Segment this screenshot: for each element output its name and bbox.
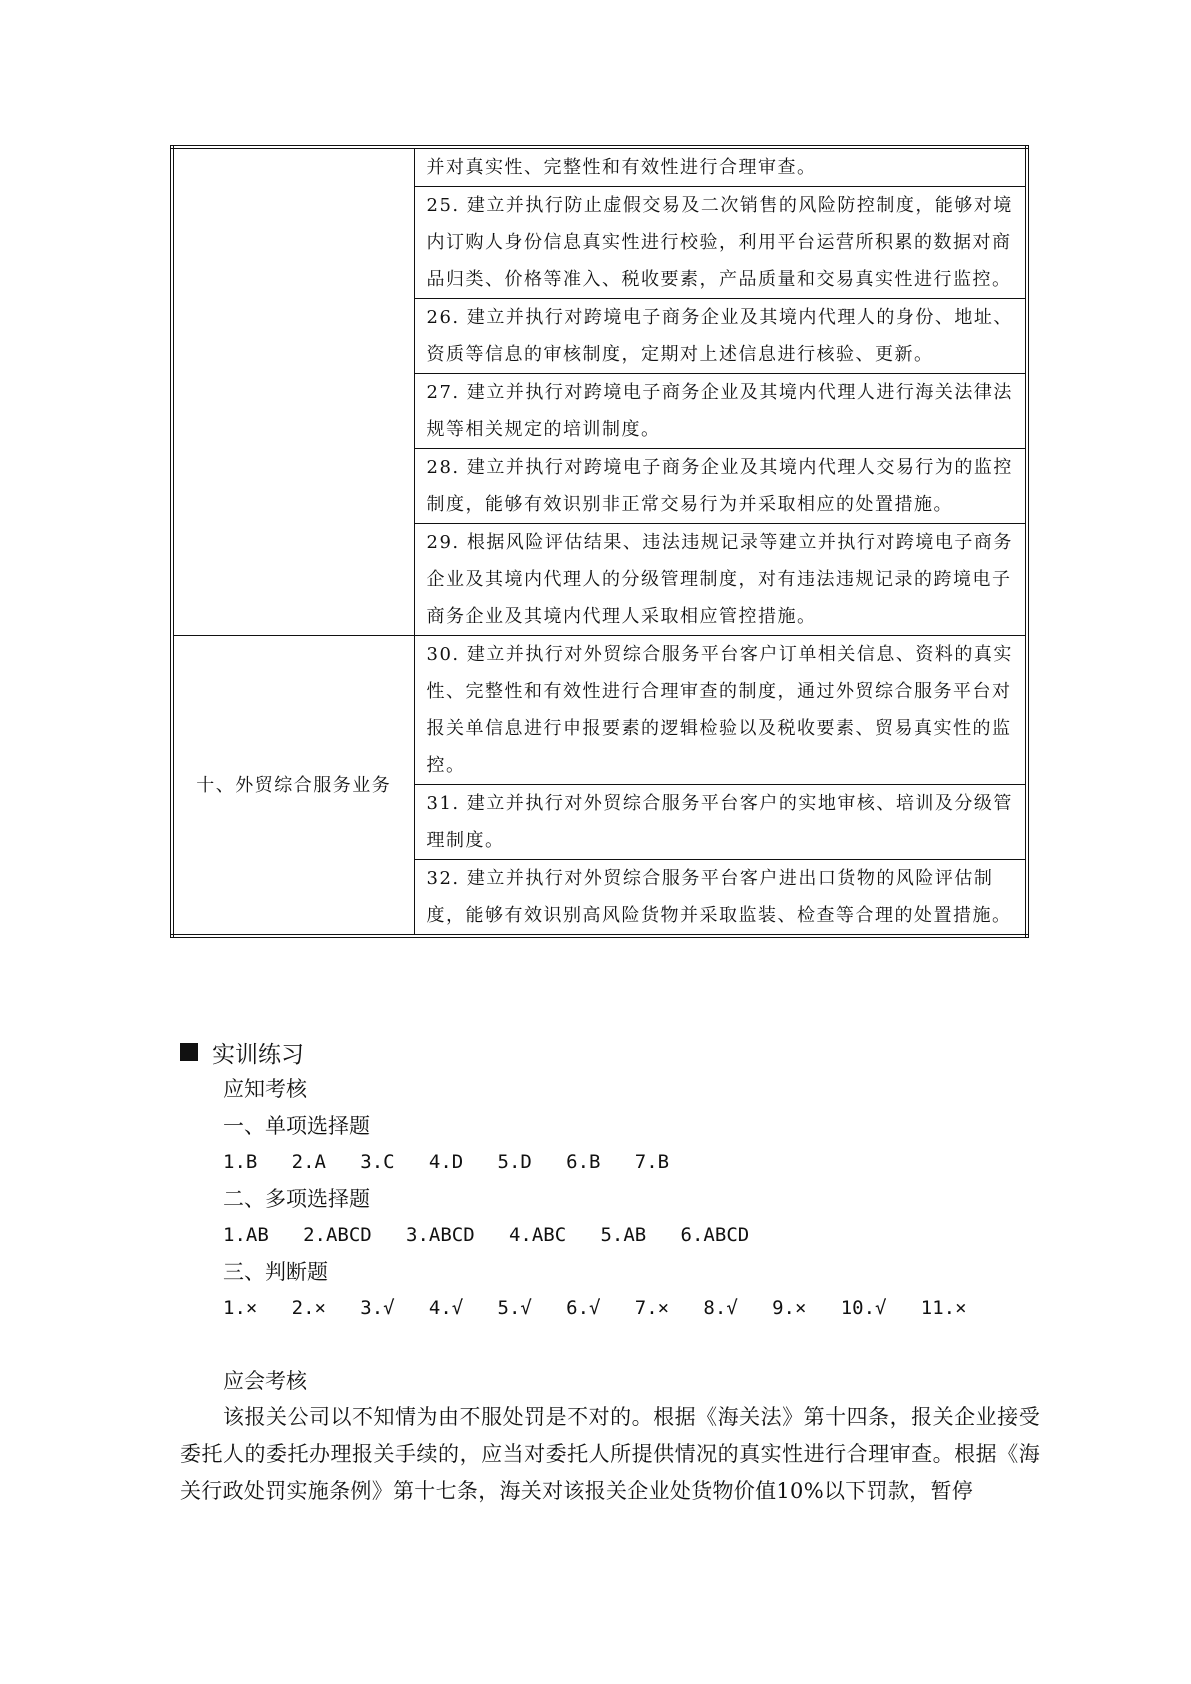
requirement-item: 31. 建立并执行对外贸综合服务平台客户的实地审核、培训及分级管理制度。 xyxy=(414,785,1027,860)
true-false-title: 三、判断题 xyxy=(223,1259,328,1284)
requirement-item: 32. 建立并执行对外贸综合服务平台客户进出口货物的风险评估制度，能够有效识别高风险货物并采取监装、检查等合理的处置措施。 xyxy=(414,860,1027,937)
requirements-table xyxy=(170,145,1029,938)
requirement-item: 26. 建立并执行对跨境电子商务企业及其境内代理人的身份、地址、资质等信息的审核制度，定期对上述信息进行核验、更新。 xyxy=(414,299,1027,374)
true-false-answers: 1.× 2.× 3.√ 4.√ 5.√ 6.√ 7.× 8.√ 9.× 10.√ 11.× xyxy=(223,1297,967,1319)
section-heading-text: 实训练习 xyxy=(212,1041,304,1068)
single-choice-title: 一、单项选择题 xyxy=(223,1113,370,1138)
skill-answer-paragraph: 该报关公司以不知情为由不服处罚是不对的。根据《海关法》第十四条，报关企业接受委托人的委托办理报关手续的，应当对委托人所提供情况的真实性进行合理审查。根据《海关行政处罚实施条例》第十七条，海关对该报关企业处货物价值10%以下罚款，暂停 xyxy=(180,1405,1040,1503)
requirement-item: 并对真实性、完整性和有效性进行合理审查。 xyxy=(414,147,1027,187)
requirement-item: 29. 根据风险评估结果、违法违规记录等建立并执行对跨境电子商务企业及其境内代理人的分级管理制度，对有违法违规记录的跨境电子商务企业及其境内代理人采取相应管控措施。 xyxy=(414,524,1027,636)
table-row xyxy=(172,147,1027,187)
category-cell xyxy=(172,147,414,636)
section-heading xyxy=(180,1033,1040,1071)
spacer xyxy=(180,1327,1040,1363)
black-square-icon xyxy=(180,1043,198,1061)
practice-section xyxy=(180,1033,1040,1510)
knowledge-title: 应知考核 xyxy=(223,1077,307,1101)
single-choice-answers: 1.B 2.A 3.C 4.D 5.D 6.B 7.B xyxy=(223,1151,670,1173)
requirement-item: 25. 建立并执行防止虚假交易及二次销售的风险防控制度，能够对境内订购人身份信息真实性进行校验，利用平台运营所积累的数据对商品归类、价格等准入、税收要素，产品质量和交易真实性进行监控。 xyxy=(414,187,1027,299)
multiple-choice-answers: 1.AB 2.ABCD 3.ABCD 4.ABC 5.AB 6.ABCD xyxy=(223,1224,750,1246)
requirement-item: 30. 建立并执行对外贸综合服务平台客户订单相关信息、资料的真实性、完整性和有效性进行合理审查的制度，通过外贸综合服务平台对报关单信息进行申报要素的逻辑检验以及税收要素、贸易真实性的监控。 xyxy=(414,636,1027,785)
requirement-item: 28. 建立并执行对跨境电子商务企业及其境内代理人交易行为的监控制度，能够有效识别非正常交易行为并采取相应的处置措施。 xyxy=(414,449,1027,524)
table-row xyxy=(172,636,1027,785)
category-cell: 十、外贸综合服务业务 xyxy=(172,636,414,937)
skill-title: 应会考核 xyxy=(223,1368,307,1393)
requirement-item: 27. 建立并执行对跨境电子商务企业及其境内代理人进行海关法律法规等相关规定的培训制度。 xyxy=(414,374,1027,449)
multiple-choice-title: 二、多项选择题 xyxy=(223,1186,370,1211)
